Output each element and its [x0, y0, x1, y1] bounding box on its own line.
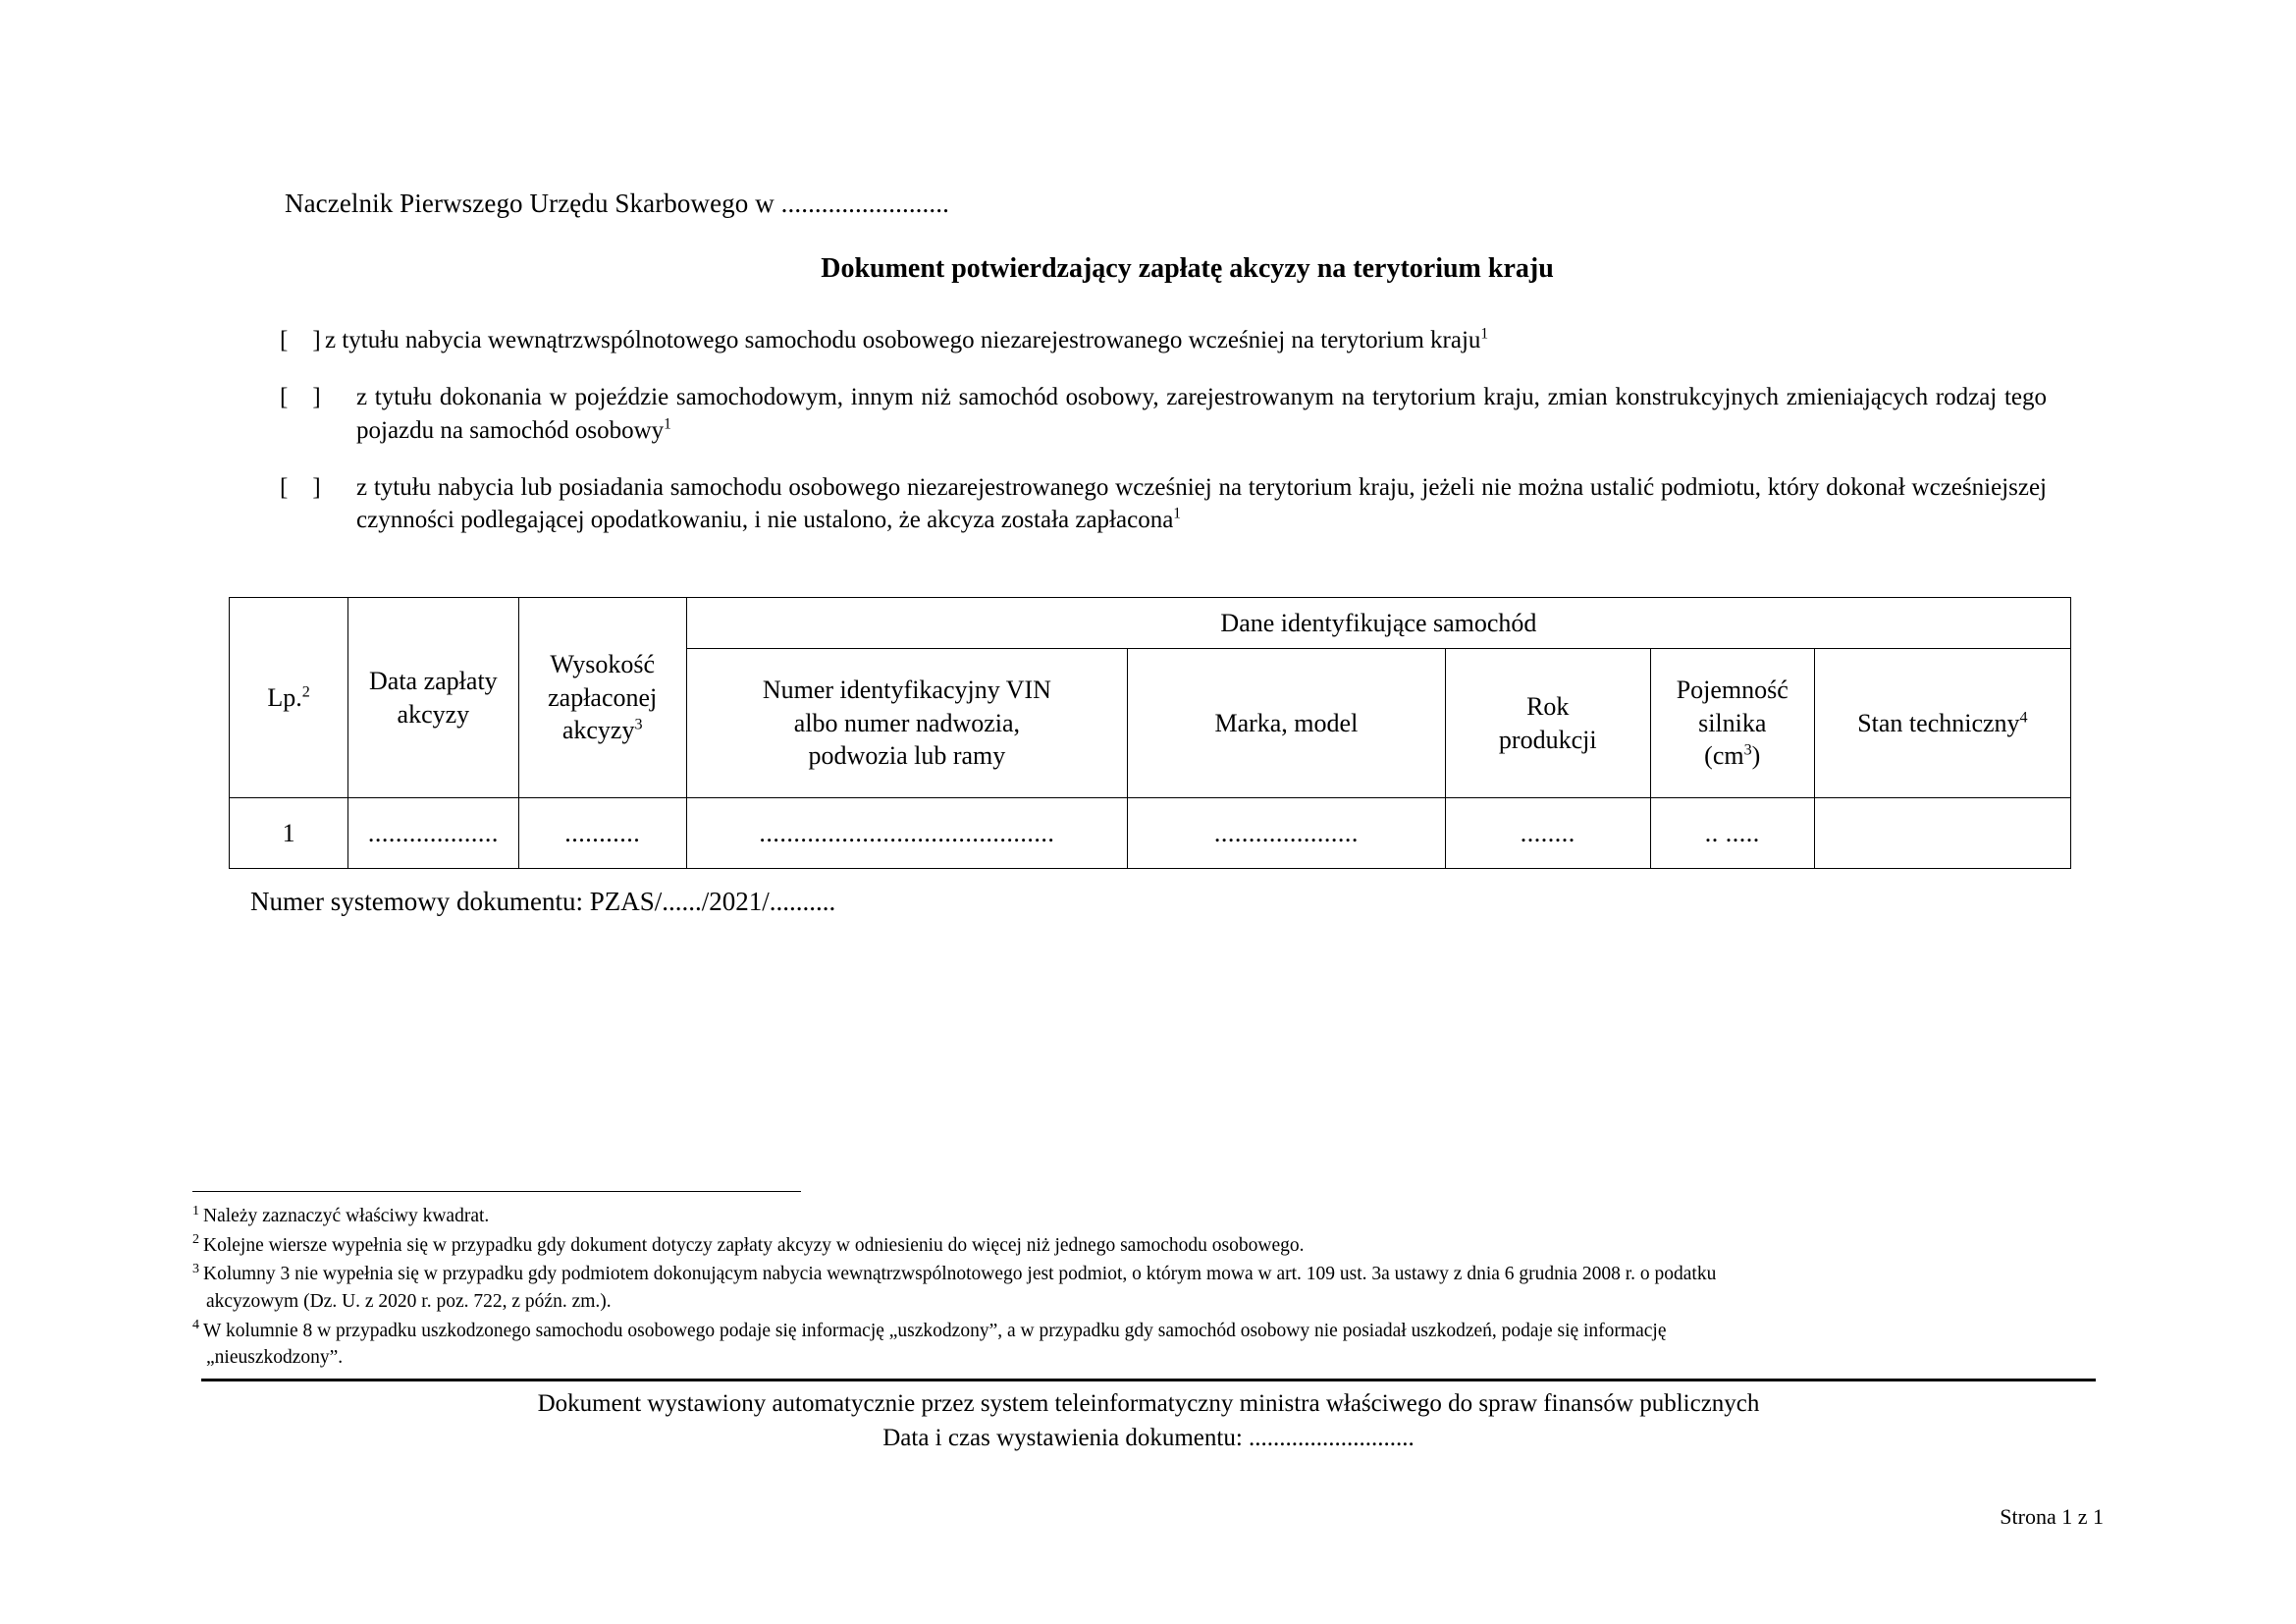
option-label-2: z tytułu dokonania w pojeździe samochodowym, innym niż samochód osobowy, zarejestrowanym na terytorium kraju, zmian konstrukcyjnych zmieniających rodzaj tego pojazdu na samochód osobowy — [356, 384, 2047, 444]
column-header-vin-line3: podwozia lub ramy — [808, 741, 1006, 771]
column-header-technical-condition — [1814, 649, 2070, 798]
cell-payment-date[interactable]: ................... — [348, 798, 518, 869]
column-header-vin-line1: Numer identyfikacyjny VIN — [762, 675, 1051, 704]
column-header-lp — [230, 598, 348, 798]
column-header-payment-date-line2: akcyzy — [397, 699, 470, 729]
table-row[interactable] — [230, 798, 2071, 869]
option-text-1 — [325, 324, 2047, 356]
column-header-amount-line3 — [525, 714, 680, 747]
excise-data-table — [229, 597, 2071, 869]
page-number: Strona 1 z 1 — [2000, 1504, 2104, 1529]
column-header-engine-capacity-line2: silnika — [1698, 708, 1767, 737]
column-header-production-year-line2: produkcji — [1498, 725, 1597, 754]
footnote-1 — [192, 1203, 2087, 1230]
engine-capacity-unit-open: (cm — [1704, 741, 1744, 771]
column-header-engine-capacity — [1650, 649, 1814, 798]
column-header-production-year — [1445, 649, 1650, 798]
cell-lp: 1 — [230, 798, 348, 869]
footnote-3 — [192, 1261, 2087, 1315]
column-header-amount — [518, 598, 686, 798]
footnote-4-continuation: „nieuszkodzony”. — [206, 1347, 344, 1369]
column-header-engine-capacity-line1: Pojemność — [1676, 675, 1789, 704]
footnote-3-continuation: akcyzowym (Dz. U. z 2020 r. poz. 722, z późn. zm.). — [206, 1291, 612, 1313]
footnote-4 — [192, 1318, 2087, 1372]
footnote-ref-2: 1 — [664, 415, 671, 433]
page-title: Dokument potwierdzający zapłatę akcyzy na terytorium kraju — [821, 253, 1554, 284]
column-header-amount-line3-label: akcyzy — [561, 716, 635, 745]
addressee-line: Naczelnik Pierwszego Urzędu Skarbowego w ......................... — [285, 189, 949, 218]
footnote-2-marker: 2 — [192, 1231, 200, 1248]
engine-capacity-unit-close: ) — [1751, 741, 1761, 771]
footnote-separator — [192, 1191, 801, 1192]
checkbox-2[interactable]: [ ] — [280, 384, 321, 411]
column-header-vin — [686, 649, 1127, 798]
column-header-lp-ref: 2 — [301, 682, 310, 700]
column-header-amount-line1: Wysokość — [550, 649, 656, 678]
document-footer — [201, 1386, 2096, 1455]
footer-issuer-line: Dokument wystawiony automatycznie przez system teleinformatyczny ministra właściwego do spraw finansów publicznych — [537, 1390, 1760, 1417]
option-text-2 — [356, 381, 2047, 447]
column-header-make-model: Marka, model — [1127, 649, 1445, 798]
footnote-1-text: Należy zaznaczyć właściwy kwadrat. — [203, 1206, 490, 1226]
option-row-1[interactable] — [280, 324, 2047, 356]
footnote-ref-3: 1 — [1173, 505, 1182, 522]
cell-technical-condition[interactable] — [1814, 798, 2070, 869]
system-document-number: Numer systemowy dokumentu: PZAS/....../2021/.......... — [250, 887, 836, 916]
column-header-vin-line2: albo numer nadwozia, — [793, 708, 1021, 737]
footnote-4-marker: 4 — [192, 1317, 200, 1333]
column-header-payment-date — [348, 598, 518, 798]
cell-production-year[interactable]: ........ — [1445, 798, 1650, 869]
option-text-3 — [356, 471, 2047, 537]
engine-capacity-unit-exponent: 3 — [1743, 741, 1752, 759]
checkbox-1[interactable]: [ ] — [280, 327, 321, 353]
footnote-2 — [192, 1232, 2087, 1260]
table-header-group-row — [230, 598, 2071, 649]
option-row-2[interactable] — [280, 381, 2047, 447]
footnote-3-text: Kolumny 3 nie wypełnia się w przypadku gdy podmiotem dokonującym nabycia wewnątrzwspólnotowego jest podmiot, o którym mowa w art. 109 ust. 3a ustawy z dnia 6 grudnia 2008 r. o podatku — [203, 1264, 1717, 1285]
footer-issue-datetime-line: Data i czas wystawienia dokumentu: ........................... — [882, 1425, 1415, 1451]
footnotes-section — [192, 1203, 2087, 1374]
column-header-amount-line2: zapłaconej — [548, 682, 658, 712]
cell-make-model[interactable]: ..................... — [1127, 798, 1445, 869]
footer-separator — [201, 1379, 2096, 1381]
column-header-technical-condition-ref: 4 — [2019, 708, 2028, 726]
option-label-3: z tytułu nabycia lub posiadania samochodu osobowego niezarejestrowanego wcześniej na terytorium kraju, jeżeli nie można ustalić podmiotu, który dokonał wcześniejszej czynności podlegającej opodatkowaniu, i nie ustalono, że akcyza została zapłacona — [356, 473, 2047, 533]
column-header-payment-date-line1: Data zapłaty — [369, 666, 498, 695]
footnote-1-marker: 1 — [192, 1202, 200, 1218]
footnote-ref-1: 1 — [1480, 325, 1489, 343]
option-label-1: z tytułu nabycia wewnątrzwspólnotowego samochodu osobowego niezarejestrowanego wcześniej na terytorium kraju — [325, 327, 1481, 353]
column-header-engine-capacity-line3 — [1657, 739, 1808, 773]
column-header-lp-label: Lp. — [267, 682, 302, 712]
footnote-2-text: Kolejne wiersze wypełnia się w przypadku gdy dokument dotyczy zapłaty akcyzy w odniesieniu do więcej niż jednego samochodu osobowego. — [203, 1234, 1305, 1256]
column-header-vehicle-group: Dane identyfikujące samochód — [686, 598, 2070, 649]
column-header-amount-ref: 3 — [634, 716, 643, 733]
cell-amount[interactable]: ........... — [518, 798, 686, 869]
column-header-technical-condition-label: Stan techniczny — [1857, 708, 2020, 737]
cell-engine-capacity[interactable]: .. ..... — [1650, 798, 1814, 869]
cell-vin[interactable]: ........................................... — [686, 798, 1127, 869]
declaration-options — [280, 324, 2047, 561]
footnote-4-text: W kolumnie 8 w przypadku uszkodzonego samochodu osobowego podaje się informację „uszkodzony”, a w przypadku gdy samochód osobowy nie posiadał uszkodzeń, podaje się informację — [203, 1320, 1667, 1341]
option-row-3[interactable] — [280, 471, 2047, 537]
checkbox-3[interactable]: [ ] — [280, 473, 321, 501]
column-header-production-year-line1: Rok — [1526, 691, 1570, 721]
footnote-3-marker: 3 — [192, 1260, 200, 1276]
